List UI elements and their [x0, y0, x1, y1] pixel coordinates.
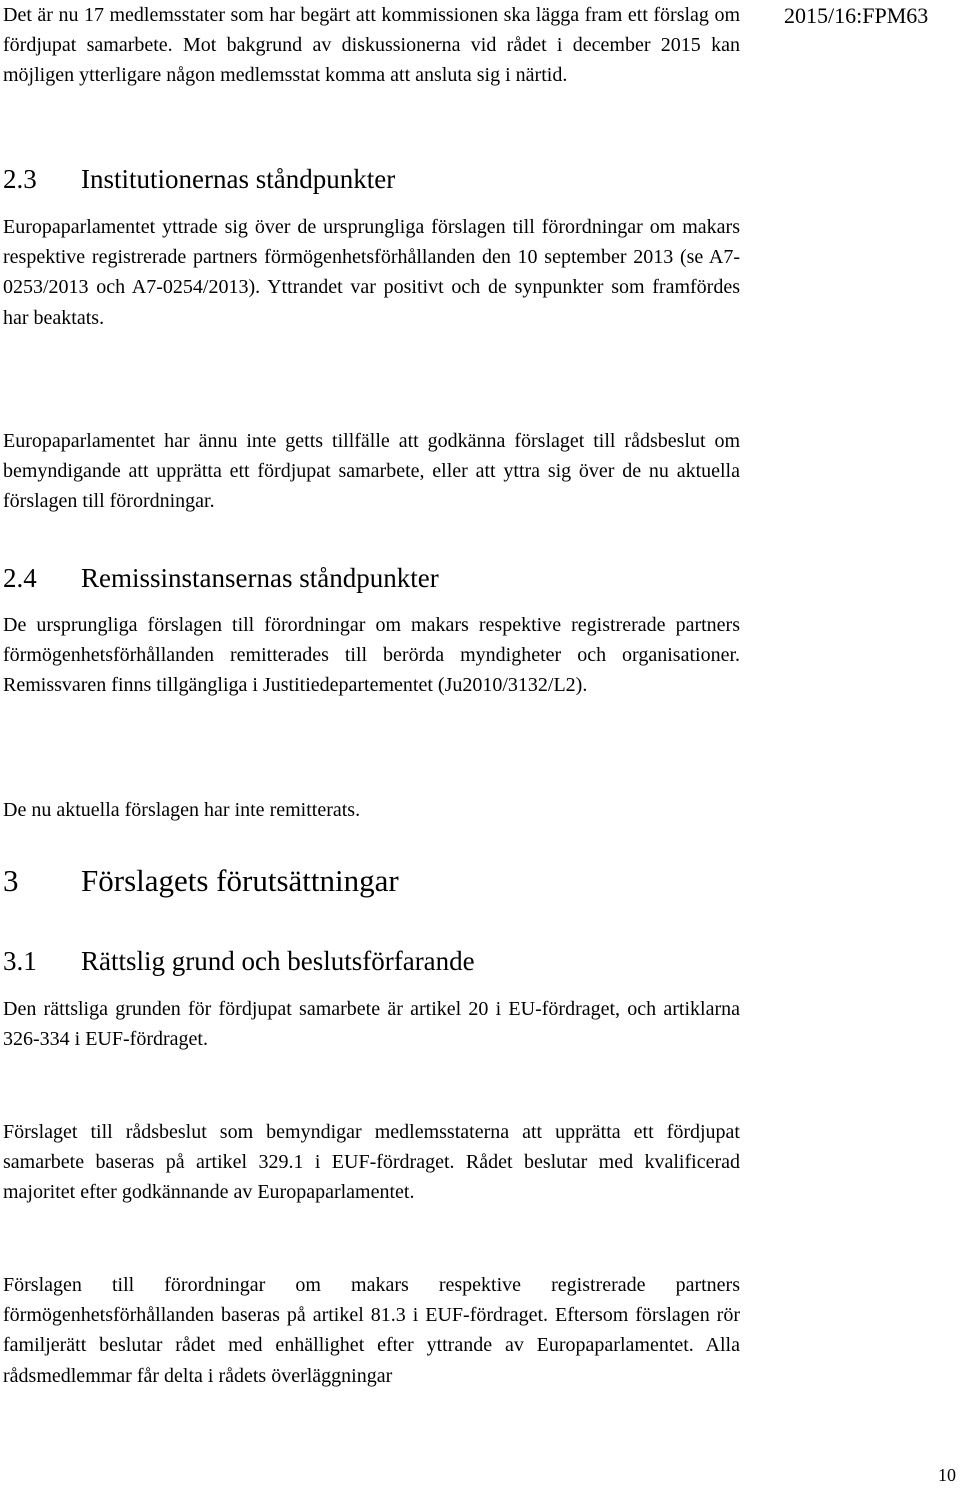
- heading-3: [3, 862, 399, 900]
- page-number: 10: [938, 1465, 956, 1485]
- section-3-1-paragraph-3: Förslagen till förordningar om makars respektive registrerade partners förmögenhetsförhållanden baseras på artikel 81.3 i EUF-fördraget. Eftersom förslagen rör familjerätt beslutar rådet med enhällighet efter yttrande av Europaparlamentet. Alla rådsmedlemmar får delta i rådets överläggningar: [3, 1274, 740, 1387]
- heading-title: Remissinstansernas ståndpunkter: [81, 563, 439, 593]
- heading-2-4: [3, 561, 439, 595]
- heading-number: 3.1: [3, 946, 37, 976]
- section-2-4-paragraph-1: De ursprungliga förslagen till förordningar om makars respektive registrerade partners förmögenhetsförhållanden remitterades till berörda myndigheter och organisationer. Remissvaren finns tillgängliga i Justitiedepartementet (Ju2010/3132/L2).: [3, 614, 740, 697]
- section-2-3-paragraph-1: Europaparlamentet yttrade sig över de ursprungliga förslagen till förordningar om makars respektive registrerade partners förmögenhetsförhållanden den 10 september 2013 (se A7-0253/2013 och A7-0254/2013). Yttrandet var positivt och de synpunkter som framfördes har beaktats.: [3, 216, 740, 329]
- section-3-1-paragraph-2: Förslaget till rådsbeslut som bemyndigar medlemsstaterna att upprätta ett fördjupat samarbete baseras på artikel 329.1 i EUF-fördraget. Rådet beslutar med kvalificerad majoritet efter godkännande av Europaparlamentet.: [3, 1121, 740, 1204]
- section-3-1-paragraph-1: Den rättsliga grunden för fördjupat samarbete är artikel 20 i EU-fördraget, och artiklarna 326-334 i EUF-fördraget.: [3, 998, 740, 1051]
- heading-title: Rättslig grund och beslutsförfarande: [81, 946, 475, 976]
- heading-title: Förslagets förutsättningar: [81, 863, 399, 898]
- heading-number: 2.3: [3, 164, 37, 194]
- section-2-3-paragraph-2: Europaparlamentet har ännu inte getts tillfälle att godkänna förslaget till rådsbeslut om bemyndigande att upprätta ett fördjupat samarbete, eller att yttra sig över de nu aktuella förslagen till förordningar.: [3, 430, 740, 513]
- heading-2-3: [3, 162, 395, 196]
- heading-number: 2.4: [3, 563, 37, 593]
- intro-paragraph: Det är nu 17 medlemsstater som har begärt att kommissionen ska lägga fram ett förslag om fördjupat samarbete. Mot bakgrund av diskussionerna vid rådet i december 2015 kan möjligen ytterligare någon medlemsstat komma att ansluta sig i närtid.: [3, 4, 740, 87]
- heading-number: 3: [3, 863, 19, 898]
- heading-title: Institutionernas ståndpunkter: [81, 164, 396, 194]
- heading-3-1: [3, 944, 475, 978]
- section-2-4-paragraph-2: De nu aktuella förslagen har inte remitterats.: [3, 799, 361, 821]
- document-reference: 2015/16:FPM63: [784, 3, 929, 28]
